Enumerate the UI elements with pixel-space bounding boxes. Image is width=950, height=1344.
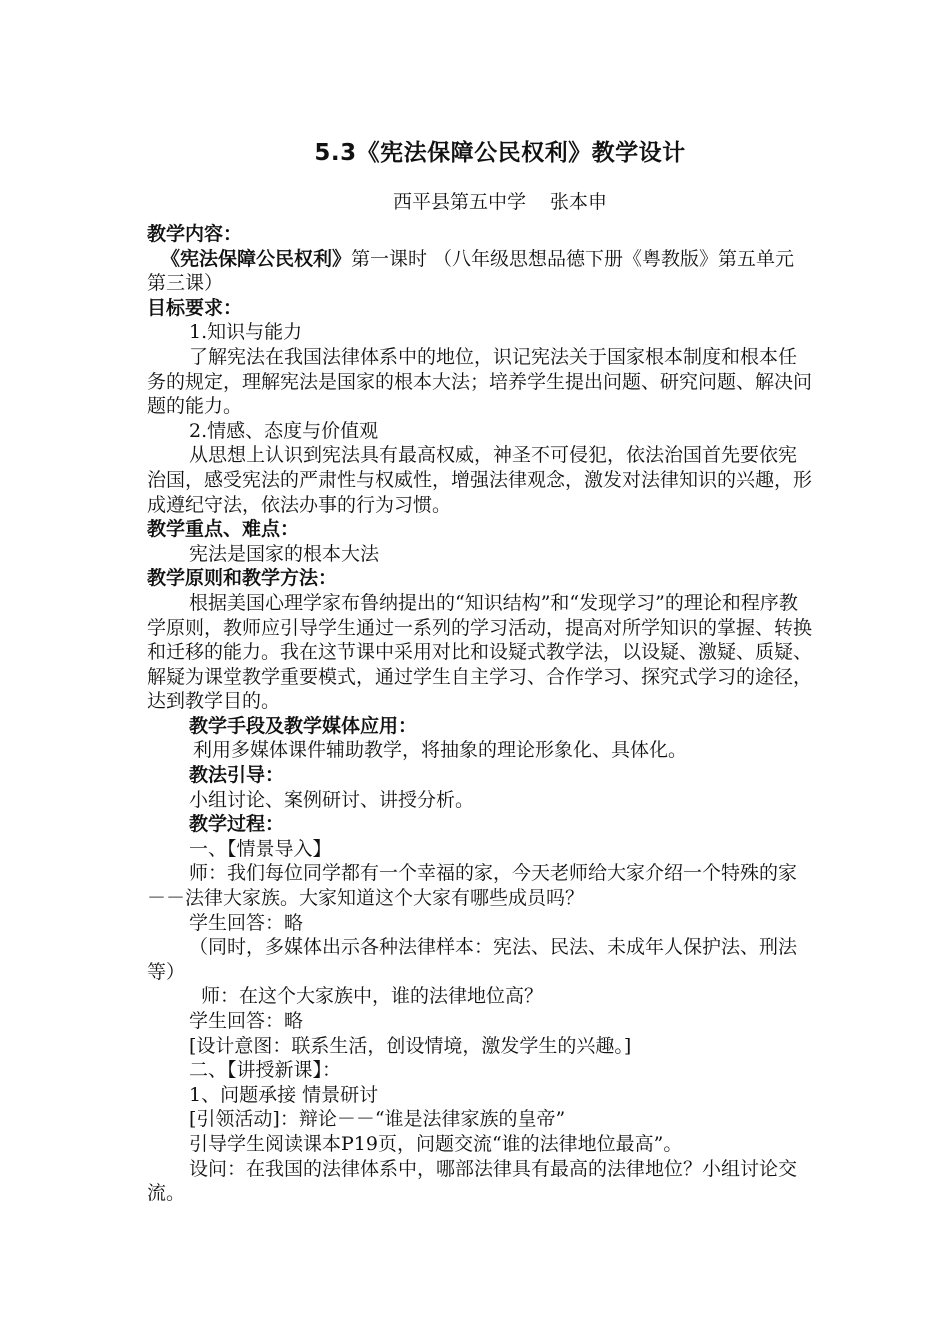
guide-heading: 教法引导： (189, 764, 285, 787)
author-line: 西平县第五中学 张本申 (392, 191, 608, 213)
document-title: 5.3《宪法保障公民权利》教学设计 (314, 140, 686, 166)
goal1-title: 1.知识与能力 (189, 321, 303, 344)
media-show-text: （同时，多媒体出示各种法律样本：宪法、民法、未成年人保护法、刑法等） (147, 936, 798, 983)
content-text: 第一课时 （八年级思想品德下册《粤教版》第五单元 第三课） (147, 247, 795, 295)
student-answer-1: 学生回答：略 (189, 911, 304, 934)
sub-step-1: 1、问题承接 情景研讨 (189, 1083, 379, 1106)
step2-heading: 二、【讲授新课】： (189, 1059, 342, 1082)
student-answer-2: 学生回答：略 (189, 1010, 304, 1032)
document-body (147, 222, 812, 1206)
design-intent: [设计意图：联系生活，创设情境，激发学生的兴趣。] (189, 1034, 632, 1057)
teacher-line-2: 师：在这个大家族中，谁的法律地位高？ (201, 985, 544, 1008)
key-text: 宪法是国家的根本大法 (189, 542, 380, 565)
content-heading: 教学内容： (147, 223, 243, 245)
principle-text: 根据美国心理学家布鲁纳提出的“知识结构”和“发现学习”的理论和程序教学原则，教师应引导学生通过一系列的学习活动，提高对所学知识的掌握、转换和迁移的能力。我在这节课中采用对比和设疑式教学法，以设疑、激疑、质疑、解疑为课堂教学重要模式，通过学生自主学习、合作学习、探究式学习的途径，达到教学目的。 (147, 591, 813, 713)
media-text: 利用多媒体课件辅助教学，将抽象的理论形象化、具体化。 (193, 739, 688, 762)
teacher-line-1: 师：我们每位同学都有一个幸福的家，今天老师给大家介绍一个特殊的家－－法律大家族。大家知道这个大家有哪些成员吗？ (147, 862, 798, 910)
media-heading: 教学手段及教学媒体应用： (189, 714, 418, 737)
goals-heading: 目标要求： (147, 296, 243, 319)
guide-text: 小组讨论、案例研讨、讲授分析。 (189, 788, 475, 811)
process-heading: 教学过程： (189, 813, 285, 836)
content-paragraph (147, 247, 812, 296)
question-line: 设问：在我国的法律体系中，哪部法律具有最高的法律地位？小组讨论交流。 (147, 1157, 798, 1205)
goal2-text: 从思想上认识到宪法具有最高权威，神圣不可侵犯，依法治国首先要依宪治国，感受宪法的严肃性与权威性，增强法律观念，激发对法律知识的兴趣，形成遵纪守法，依法办事的行为习惯。 (147, 444, 813, 516)
content-book-title: 《宪法保障公民权利》 (161, 247, 352, 270)
step1-heading: 一、【情景导入】 (189, 837, 332, 860)
principle-heading: 教学原则和教学方法： (147, 567, 338, 590)
key-heading: 教学重点、难点： (147, 518, 300, 541)
goal2-title: 2.情感、态度与价值观 (189, 419, 379, 442)
guide-read-line: 引导学生阅读课本P19页，问题交流“谁的法律地位最高”。 (189, 1132, 683, 1155)
goal1-text: 了解宪法在我国法律体系中的地位，识记宪法关于国家根本制度和根本任务的规定，理解宪法是国家的根本大法；培养学生提出问题、研究问题、解决问题的能力。 (147, 345, 813, 418)
activity-line: [引领活动]：辩论－－“谁是法律家族的皇帝” (189, 1108, 566, 1131)
